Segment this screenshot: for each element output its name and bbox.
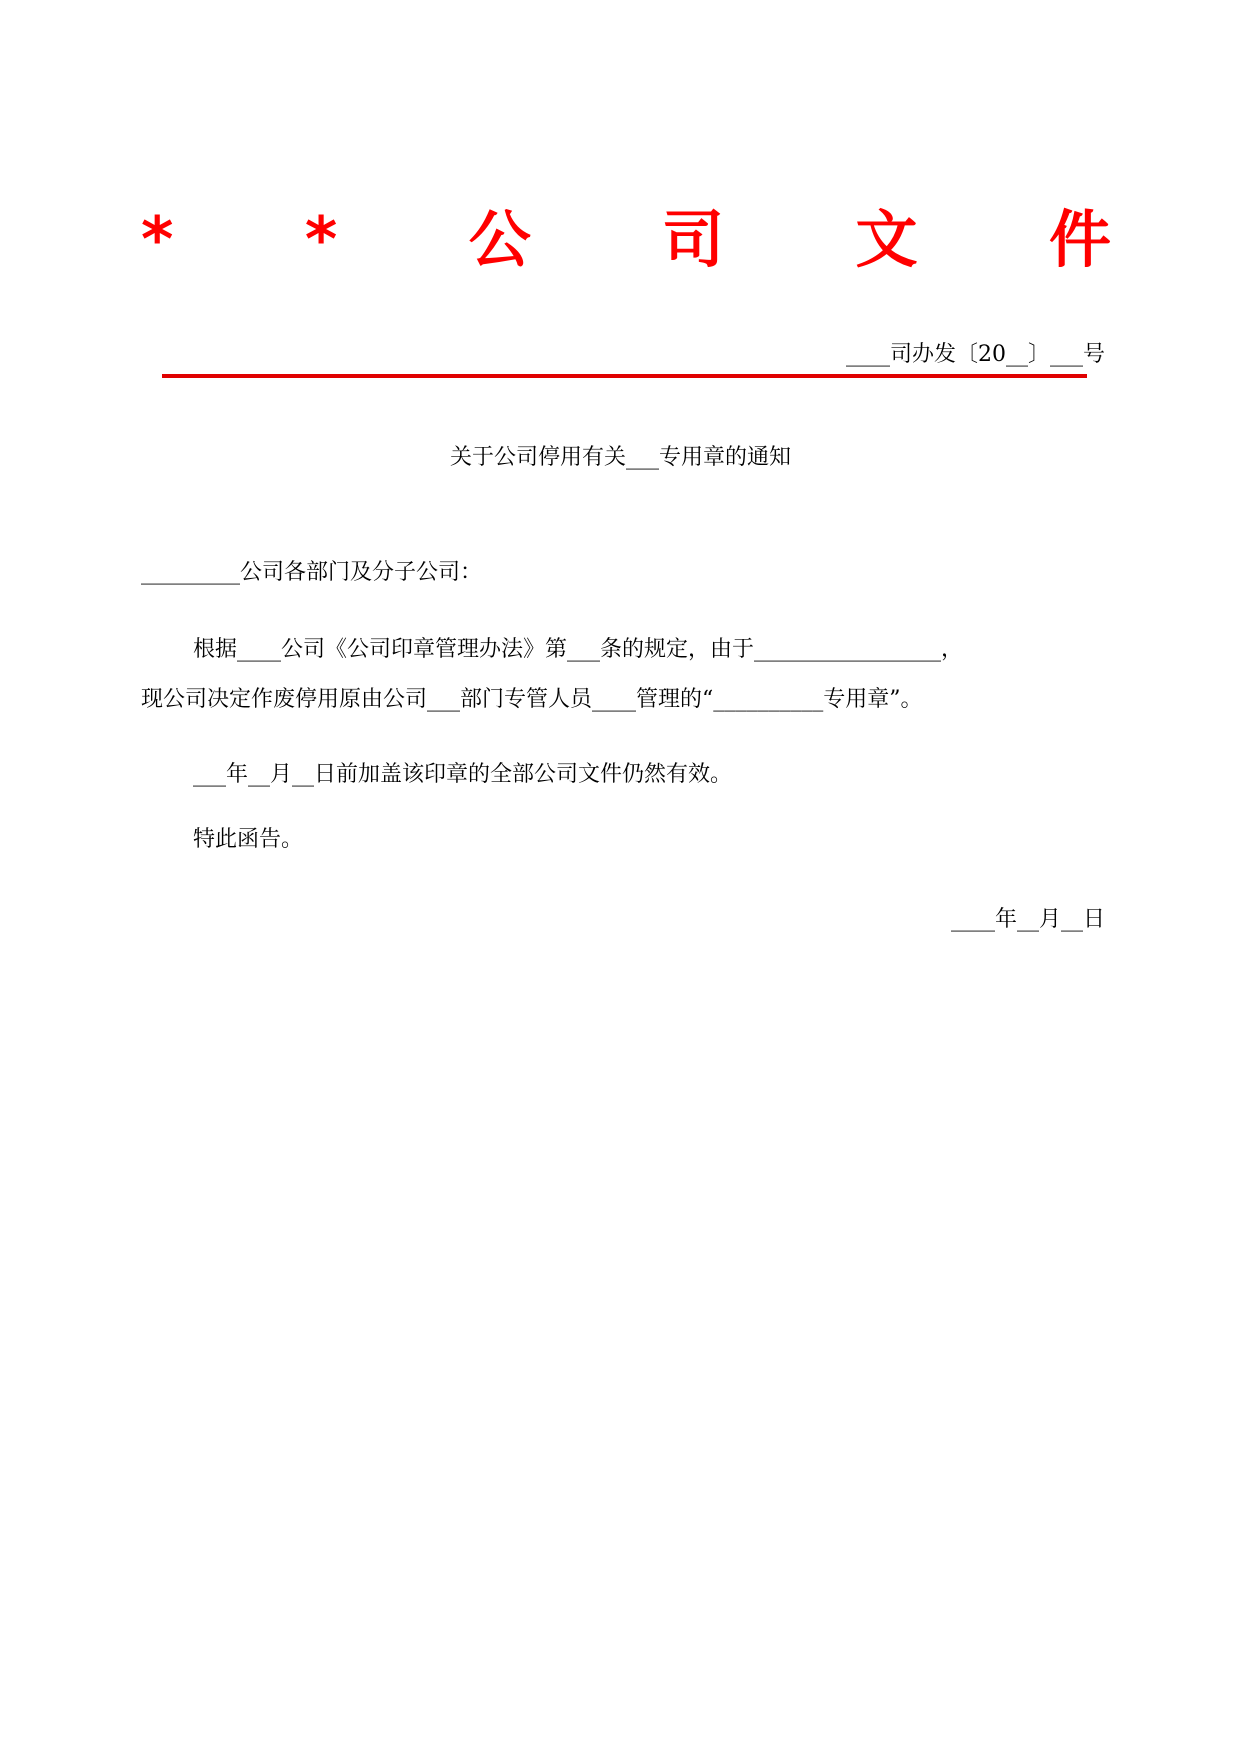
- header-char-3: 公: [468, 203, 531, 276]
- paragraph-1-line-2: 现公司决定作废停用原由公司___部门专管人员____管理的“__________专用章”。: [141, 687, 923, 712]
- header-char-6: 件: [1048, 203, 1111, 276]
- header-divider: [162, 374, 1087, 378]
- paragraph-3: [141, 815, 1111, 865]
- signature-date: ____年__月__日: [950, 907, 1105, 932]
- document-header: [141, 195, 1111, 285]
- salutation: _________公司各部门及分子公司：: [141, 560, 483, 585]
- paragraph-3-text: 特此函告。: [193, 827, 304, 852]
- paragraph-2-text: ___年__月__日前加盖该印章的全部公司文件仍然有效。: [193, 762, 733, 787]
- notice-title: 关于公司停用有关___专用章的通知: [449, 445, 791, 470]
- paragraph-1-line-1-text: 根据____公司《公司印章管理办法》第___条的规定，由于_________________，: [193, 637, 964, 662]
- header-char-5: 文: [855, 203, 918, 276]
- document-number: ____司办发〔20__〕___号: [846, 342, 1105, 367]
- header-char-4: 司: [662, 203, 725, 276]
- header-char-1: *: [141, 203, 174, 276]
- header-char-2: *: [304, 203, 338, 276]
- paragraph-1-line-1: [141, 625, 1111, 675]
- paragraph-2: [141, 750, 1111, 800]
